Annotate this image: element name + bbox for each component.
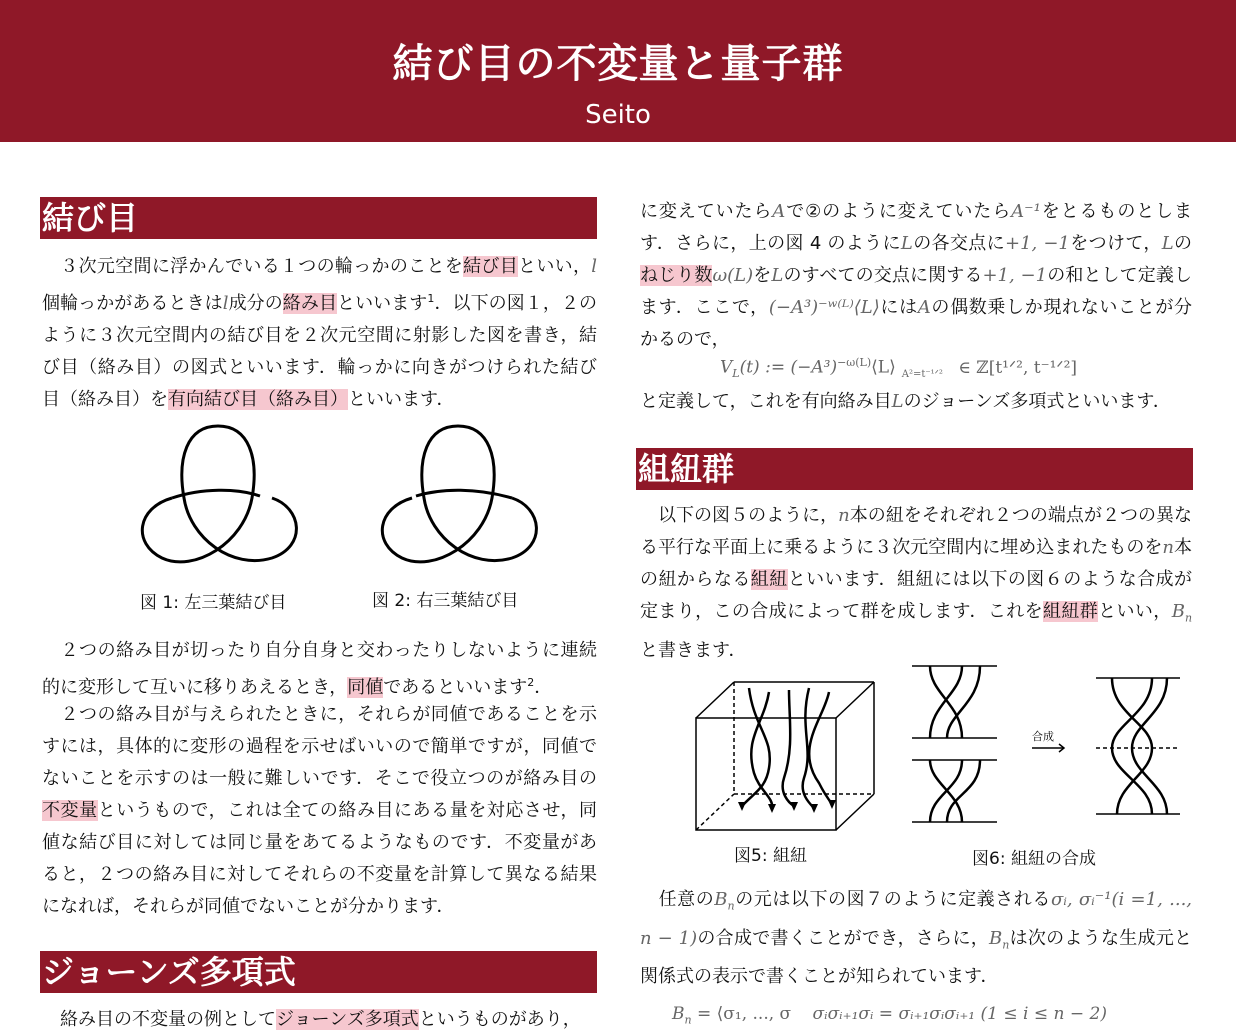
figure-caption-5: 図5: 組紐 [734, 846, 807, 866]
trefoil-right-figure [372, 418, 544, 573]
paragraph-jones-intro: 絡み目の不変量の例としてジョーンズ多項式というものがあり， [42, 1009, 581, 1030]
paragraph-invariant: ２つの絡み目が与えられたときに，それらが同値であることを示すには，具体的に変形の過程を示せばいいので簡単ですが，同値でないことを示すのは一般に難しいです．そこで役立つのが絡み目の不変量というもので，これは全ての絡み目にある量を対応させ，同値な結び目に対しては同じ量をあてるようなものです．不変量があると，２つの絡み目に対してそれらの不変量を計算して異なる結果になれば，それらが同値でないことが分かります． [42, 704, 598, 917]
compose-label: 合成 [1032, 730, 1054, 743]
braid-group-presentation: $B_n$ = ⟨σ₁, ..., σ σᵢσᵢ₊₁σᵢ = σᵢ₊₁σᵢσᵢ₊₁ (1 ≤ i ≤ n − 2) [672, 1004, 1107, 1027]
figure-caption-6: 図6: 組紐の合成 [972, 849, 1096, 869]
paragraph-jones-definition: と定義して，これを有向絡み目Lのジョーンズ多項式といいます． [640, 391, 1171, 412]
section-heading-jones: ジョーンズ多項式 [40, 951, 597, 993]
paragraph-knot-definition: ３次元空間に浮かんでいる１つの輪っかのことを結び目といい，l個輪っかがあるときはl成分の絡み目といいます$^1$．以下の図１，２のように３次元空間内の結び目を２次元空間に射影した図を書き，結び目（絡み目）の図式といいます．輪っかに向きがつけられた結び目（絡み目）を有向結び目（絡み目）といいます． [42, 256, 598, 410]
page-title: 結び目の不変量と量子群 [392, 41, 844, 87]
trefoil-left-figure [132, 418, 304, 573]
braid-composition-figure [912, 664, 1182, 824]
jones-polynomial-formula: $V_L(t)$ := $(-A^3)^{-\omega(L)}⟨L⟩$ $_{A^2=t^{-1}ᐟ^2}$ ∈ ℤ[t¹ᐟ², t⁻¹ᐟ²] [720, 356, 1078, 381]
header-banner [0, 0, 1236, 142]
paragraph-writhe: に変えていたらAで②のように変えていたらA⁻¹をとるものとします．さらに，上の図 4 のようにLの各交点に+1, −1をつけて，Lのねじり数ω(L)をLのすべての交点に関する+1, −1の和として定義します．ここで，(−A³)⁻ʷ⁽ᴸ⁾⟨L⟩にはAの偶数乗しか現れないことが分かるので， [640, 201, 1193, 350]
paragraph-braid-generators: 任意の$B_n$の元は以下の図７のように定義されるσᵢ, σᵢ⁻¹(i =1, ..., n − 1)の合成で書くことができ，さらに，$B_n$は次のような生成元と関係式の表示で書くことが知られています． [640, 889, 1193, 988]
braid-box-figure [694, 678, 876, 834]
figure-caption-2: 図 2: 右三葉結び目 [372, 591, 519, 611]
figure-caption-1: 図 1: 左三葉結び目 [140, 593, 287, 613]
author-name: Seito [585, 100, 651, 130]
paragraph-equivalence: ２つの絡み目が切ったり自分自身と交わったりしないように連続的に変形して互いに移りあえるとき，同値であるといいます$^2$． [42, 640, 597, 698]
section-heading-braid-group: 組紐群 [636, 448, 1193, 490]
section-heading-knot: 結び目 [40, 197, 597, 239]
paragraph-braid-definition: 以下の図５のように，n本の紐をそれぞれ２つの端点が２つの異なる平行な平面上に乗るように３次元空間内に埋め込まれたものをn本の紐からなる組紐といいます．組紐には以下の図６のような合成が定まり，この合成によって群を成します．これを組紐群といい，$B_n$と書きます． [640, 505, 1193, 661]
